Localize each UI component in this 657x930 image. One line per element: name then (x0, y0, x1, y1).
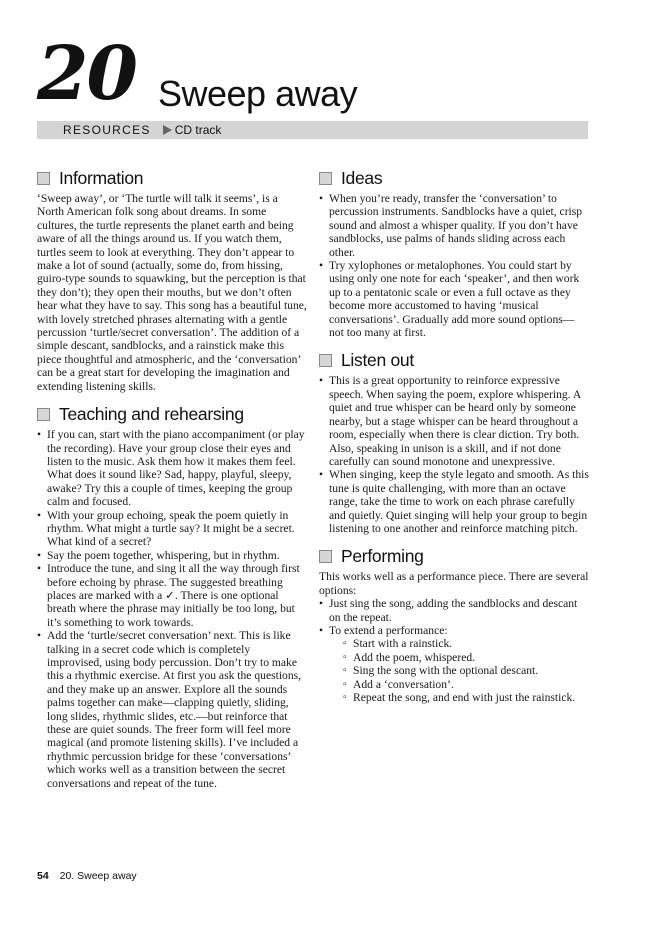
section-teaching (37, 402, 307, 790)
teaching-list (37, 428, 307, 790)
section-heading (37, 166, 307, 190)
page-number: 54 (37, 870, 49, 882)
footer-chapter: 20. Sweep away (59, 870, 137, 882)
performing-intro: This works well as a performance piece. There are several options: (319, 570, 589, 597)
list-item: • Try xylophones or metalophones. You could start by using only one note for each ‘speaker’, and then work up to a pentatonic scale or even a full octave as they become more accustomed to having ‘musical conversations’. Gradually add more sound options—not too many at first. (319, 259, 589, 339)
section-title: Teaching and rehearsing (59, 403, 244, 424)
left-column (37, 166, 307, 790)
sublist-item: ▫ Repeat the song, and end with just the rainstick. (343, 691, 589, 704)
resources-label: RESOURCES (63, 123, 151, 137)
list-item-text: To extend a performance: (329, 623, 448, 637)
section-heading (319, 166, 589, 190)
list-item (319, 624, 589, 704)
heading-box-icon (37, 172, 50, 185)
list-item-text: Introduce the tune, and sing it all the way through first before echoing by phrase. The suggested breathing places are marked with a (47, 562, 300, 602)
section-title: Listen out (341, 349, 414, 370)
list-item-text: . There is one optional breath where the phrase may initially be too long, but it’s something to work towards. (47, 588, 295, 629)
sublist-item: ▫ Start with a rainstick. (343, 637, 589, 650)
section-heading (319, 544, 589, 568)
heading-box-icon (319, 550, 332, 563)
list-item: • Say the poem together, whispering, but in rhythm. (37, 549, 307, 562)
resources-item-label: CD track (174, 123, 222, 137)
sublist-item: ▫ Add a ‘conversation’. (343, 678, 589, 691)
tick-mark-icon: ✓ (165, 587, 175, 602)
listen-list (319, 374, 589, 535)
ideas-list (319, 192, 589, 339)
performing-list (319, 597, 589, 704)
heading-box-icon (37, 408, 50, 421)
heading-box-icon (319, 172, 332, 185)
list-item: • Add the ‘turtle/secret conversation’ next. This is like talking in a secret code which is completely improvised, using body percussion. Don’t try to make this a rhythmic exercise. At first you ask the questions, and they make up an answer. Explore all the sounds palms together can make—clapping quietly, sliding, long slides, rhythmic slides, etc.—but reinforce that these are quiet sounds. The freer form will feel more magical (and promote listening skills). I’ve included a rhythmic percussion bridge for these ‘conversations’ which works well as a transition between the secret conversations and repeat of the tune. (37, 629, 307, 790)
right-column (319, 166, 589, 704)
chapter-title: Sweep away (158, 73, 358, 114)
list-item: • If you can, start with the piano accompaniment (or play the recording). Have your group close their eyes and listen to the music. Ask them how it makes them feel. What does it sound like? Sad, happy, playful, sleepy, awake? Try this a couple of times, keeping the group calm and focused. (37, 428, 307, 508)
list-item (37, 562, 307, 629)
resources-bar (37, 121, 588, 139)
list-item: • When singing, keep the style legato and smooth. As this tune is quite challenging, with more than an octave range, take the time to work on each phrase carefully and quietly. Quiet singing will help your group to begin listening to one another and reinforce matching pitch. (319, 468, 589, 535)
list-item: • When you’re ready, transfer the ‘conversation’ to percussion instruments. Sandblocks have a quiet, crisp sound and almost a whisper quality. If you don’t have sandblocks, use palms of hands sliding across each other. (319, 192, 589, 259)
section-listen-out (319, 348, 589, 535)
page-footer (37, 870, 137, 882)
list-item: • This is a great opportunity to reinforce expressive speech. When saying the poem, explore whispering. A quiet and true whisper can be heard only by someone nearby, but a stage whisper can be heard throughout a room, especially when there is clear diction. Try both. Also, speaking in unison is a skill, and if not done carefully can sound monotone and unexpressive. (319, 374, 589, 468)
section-information (37, 166, 307, 393)
section-heading (319, 348, 589, 372)
section-ideas (319, 166, 589, 339)
chapter-number: 20 (37, 31, 136, 117)
information-text: ‘Sweep away’, or ‘The turtle will talk it seems’, is a North American folk song about dreams. In some cultures, the turtle represents the planet earth and being aware of all the things around us. If you watch them, turtles seem to look at everything. They don’t appear to make a lot of sound (actually, some do, from hissing, guiro-type sounds to squawking, but the perception is that they don’t); they open their mouths, but we don’t often hear what they have to say. This song has a beautiful tune, with lovely stretched phrases alternating with a gentle percussion ‘turtle/secret conversation’. The addition of a simple descant, sandblocks, and a rainstick make this piece thoughtful and atmospheric, and the ‘conversation’ can be a great start for developing the imagination and extending listening skills. (37, 192, 307, 393)
section-title: Information (59, 167, 144, 188)
heading-box-icon (319, 354, 332, 367)
sublist-item: ▫ Sing the song with the optional descant. (343, 664, 589, 677)
section-title: Ideas (341, 167, 383, 188)
list-item: • Just sing the song, adding the sandblocks and descant on the repeat. (319, 597, 589, 624)
section-heading (37, 402, 307, 426)
play-arrow-icon (163, 125, 172, 135)
resources-cd-track (163, 123, 222, 137)
performing-sublist (329, 637, 589, 704)
section-performing (319, 544, 589, 704)
sublist-item: ▫ Add the poem, whispered. (343, 651, 589, 664)
section-title: Performing (341, 545, 424, 566)
list-item: • With your group echoing, speak the poem quietly in rhythm. What might a turtle say? It might be a secret. What kind of a secret? (37, 509, 307, 549)
